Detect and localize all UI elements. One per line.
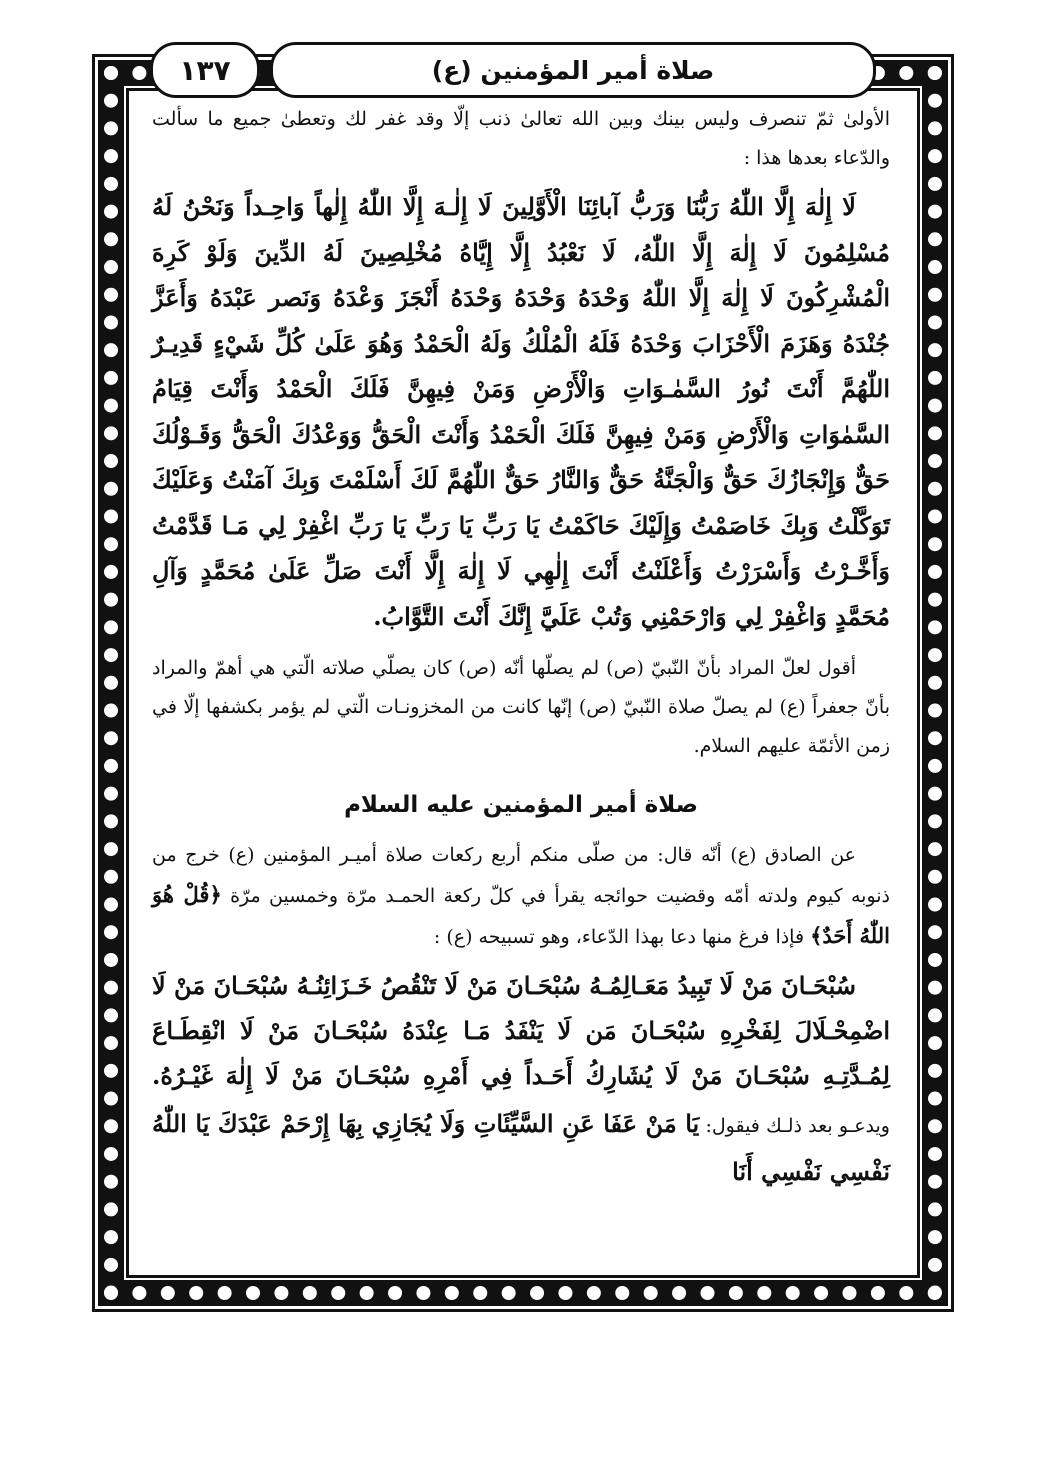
header-title: صلاة أمير المؤمنين (ع)	[431, 55, 715, 85]
supplication-text: يَا مَنْ عَفَا عَنِ السَّيِّئَاتِ وَلَا يُجَازِي بِهَا إِرْحَمْ عَبْدَكَ يَا اللّٰهُ نَفْسِي نَفْسِي أَنَا	[152, 1109, 890, 1186]
narration-part-b: فإذا فرغ منها دعا بهذا الدّعاء، وهو تسبيحه (ع) :	[433, 926, 811, 948]
page-number: ١٣٧	[179, 53, 231, 87]
section-heading: صلاة أمير المؤمنين عليه السلام	[344, 792, 698, 818]
instruction-text: ويدعـو بعد ذلـك فيقول:	[699, 1115, 890, 1137]
prayer-text-1: لَا إِلٰهَ إِلَّا اللّٰهُ رَبُّنَا وَرَبُّ آبائِنَا الْأَوَّلِينَ لَا إِلٰـهَ إِلَّا اللّٰهُ إِلٰهاً وَاحِـداً وَنَحْنُ لَهُ مُسْلِمُونَ لَا إِلٰهَ إِلَّا اللّٰهُ، لَا نَعْبُدُ إِلَّا إِيَّاهُ مُخْلِصِينَ لَهُ الدِّينَ وَلَوْ كَرِهَ الْمُشْرِكُونَ لَا إِلٰهَ إِلَّا اللّٰهُ وَحْدَهُ وَحْدَهُ وَحْدَهُ أَنْجَزَ وَعْدَهُ وَنَصر عَبْدَهُ وَأَعَزَّ جُنْدَهُ وَهَزَمَ الْأَحْزَابَ وَحْدَهُ فَلَهُ الْمُلْكُ وَلَهُ الْحَمْدُ وَهُوَ عَلَىٰ كُلِّ شَيْءٍ قَدِيـرٌ اللّٰهُمَّ أَنْتَ نُورُ السَّمٰـوَاتِ وَالْأَرْضِ وَمَنْ فِيهِنَّ فَلَكَ الْحَمْدُ وَأَنْتَ قِيَامُ السَّمٰوَاتِ وَالْأَرْضِ وَمَنْ فِيهِنَّ فَلَكَ الْحَمْدُ وَأَنْتَ الْحَقُّ وَوَعْدُكَ الْحَقُّ وَقَـوْلُكَ حَقٌّ وَإِنْجَازُكَ حَقٌّ وَالْجَنَّةُ حَقٌّ وَالنَّارُ حَقٌّ اللّٰهُمَّ لَكَ أَسْلَمْتَ وَبِكَ آمَنْتُ وَعَلَيْكَ تَوَكَّلْتُ وَبِكَ خَاصَمْتُ وَإِلَيْكَ حَاكَمْتُ يَا رَبِّ يَا رَبِّ يَا رَبِّ اغْفِرْ لِي مَـا قَدَّمْتُ وَأَخَّـرْتُ وَأَسْرَرْتُ وَأَعْلَنْتُ أَنْتَ إِلٰهِي لَا إِلٰهَ إِلَّا أَنْتَ صَلِّ عَلَىٰ مُحَمَّدٍ وَآلِ مُحَمَّدٍ وَاغْفِرْ لِي وَارْحَمْنِي وَتُبْ عَلَيَّ إِنَّكَ أَنْتَ التَّوَّابُ.	[152, 192, 890, 631]
narration-part-a: عن الصادق (ع) أنّه قال: من صلّى منكم أربع ركعات صلاة أميـر المؤمنين (ع) خرج من ذنوبه كيوم ولدته أمّه وقضيت حوائجه يقرأ في كلّ ركعة الحمـد مرّة وخمسين مرّة	[152, 844, 891, 907]
narration-paragraph	[152, 836, 890, 957]
prayer-text-2	[152, 963, 890, 1194]
page-number-box	[150, 42, 260, 98]
quran-quote: ﴿قُلْ هُوَ اللّٰهُ أَحَدٌ﴾	[152, 882, 890, 948]
tasbih-text: سُبْحَـانَ مَنْ لَا تَبِيدُ مَعَـالِمُـهُ سُبْحَـانَ مَنْ لَا تَنْقُصُ خَـزَائِنُـهُ سُبْحَـانَ مَنْ لَا اضْمِحْـلَالَ لِفَخْرِهِ سُبْحَـانَ مَن لَا يَنْفَدُ مَـا عِنْدَهُ سُبْحَـانَ مَنْ لَا انْقِطَـاعَ لِمُـدَّتِـهِ سُبْحَـانَ مَنْ لَا يُشَارِكُ أَحَـداً فِي أَمْرِهِ سُبْحَـانَ مَنْ لَا إِلٰهَ غَيْـرُهُ.	[152, 971, 890, 1090]
page-body	[152, 100, 890, 1194]
intro-paragraph: الأولىٰ ثمّ تنصرف وليس بينك وبين الله تعالىٰ ذنب إلّا وقد غفر لك وتعطىٰ جميع ما سألت والدّعاء بعدها هذا :	[152, 108, 890, 169]
running-header	[270, 42, 876, 98]
note-paragraph: أقول لعلّ المراد بأنّ النّبيّ (ص) لم يصلّها أنّه (ص) كان يصلّي صلاته الّتي هي أهمّ والمراد بأنّ جعفراً (ع) لم يصلّ صلاة النّبيّ (ص) إنّها كانت من المخزونـات الّتي لم يؤمر بكشفها إلّا في زمن الأئمّة عليهم السلام.	[152, 657, 890, 757]
